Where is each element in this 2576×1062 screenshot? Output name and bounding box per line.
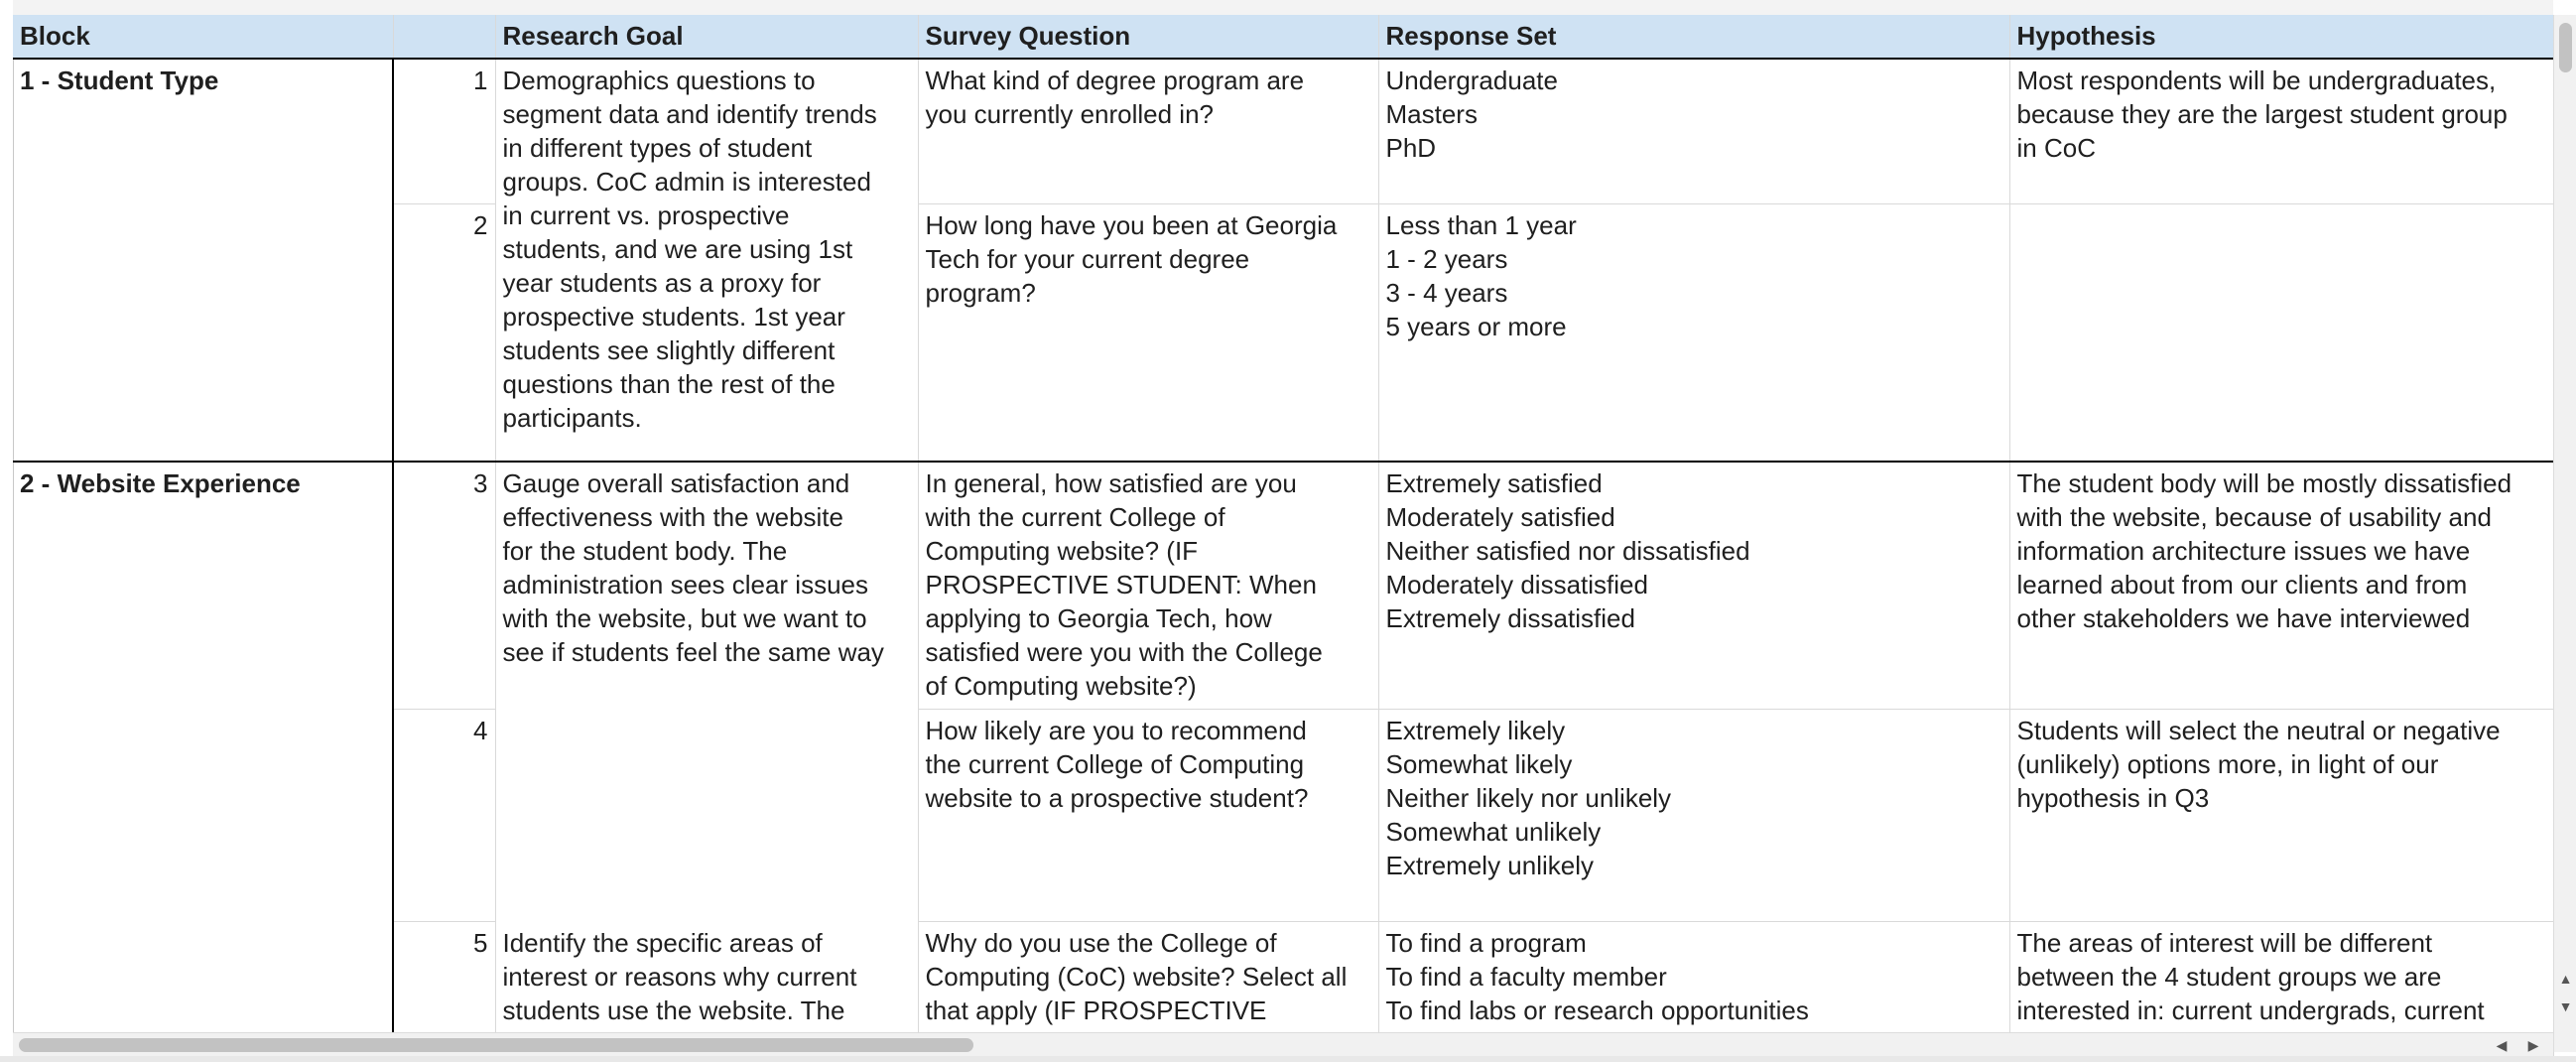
cell-number[interactable]: 2 (393, 203, 495, 462)
scroll-left-icon[interactable]: ◀ (2496, 1037, 2508, 1053)
table-row (13, 710, 2553, 922)
cell-research-goal[interactable]: Demographics questions to segment data and identify trends in different types of student groups. CoC admin is interested in current vs. prospective students, and we are using 1st year students as a proxy for prospective students. 1st year students see slightly different questions than the rest of the participants. (495, 59, 918, 462)
cell-survey-question[interactable]: How long have you been at Georgia Tech for your current degree program? (918, 203, 1378, 462)
cell-research-goal[interactable]: Identify the specific areas of interest or reasons why current students use the website. The (495, 922, 918, 1061)
cell-block[interactable] (13, 203, 393, 462)
cell-research-goal[interactable]: Gauge overall satisfaction and effectiveness with the website for the student body. The administration sees clear issues with the website, but we want to see if students feel the same way (495, 462, 918, 922)
cell-block[interactable]: 1 - Student Type (13, 59, 393, 203)
header-research-goal[interactable]: Research Goal (495, 15, 918, 59)
cell-hypothesis[interactable]: The student body will be mostly dissatisfied with the website, because of usability and information architecture issues we have learned about from our clients and from other stakeholders we have interviewed (2009, 462, 2553, 710)
cell-survey-question[interactable]: Why do you use the College of Computing (CoC) website? Select all that apply (IF PROSPECTIVE (918, 922, 1378, 1061)
header-hypothesis[interactable]: Hypothesis (2009, 15, 2553, 59)
cell-response-set[interactable]: Extremely likely Somewhat likely Neither likely nor unlikely Somewhat unlikely Extremely unlikely (1378, 710, 2009, 922)
header-response-set[interactable]: Response Set (1378, 15, 2009, 59)
table-row (13, 462, 2553, 710)
header-number[interactable] (393, 15, 495, 59)
cell-number[interactable]: 3 (393, 462, 495, 710)
column-header-strip[interactable] (13, 0, 2553, 16)
header-block[interactable]: Block (13, 15, 393, 59)
cell-block[interactable]: 2 - Website Experience (13, 462, 393, 1061)
vertical-scrollbar[interactable] (2553, 15, 2576, 1052)
cell-response-set[interactable]: Less than 1 year 1 - 2 years 3 - 4 years 5 years or more (1378, 203, 2009, 462)
cell-number[interactable]: 1 (393, 59, 495, 203)
table-row (13, 203, 2553, 462)
horizontal-scrollbar[interactable] (13, 1032, 2553, 1057)
cell-survey-question[interactable]: What kind of degree program are you currently enrolled in? (918, 59, 1378, 203)
cell-response-set[interactable]: Extremely satisfied Moderately satisfied Neither satisfied nor dissatisfied Moderately dissatisfied Extremely dissatisfied (1378, 462, 2009, 710)
cell-response-set[interactable]: Undergraduate Masters PhD (1378, 59, 2009, 203)
scroll-right-icon[interactable]: ▶ (2527, 1037, 2539, 1053)
row-header-gutter[interactable] (0, 0, 14, 1062)
survey-table (13, 15, 2554, 1061)
cell-hypothesis[interactable]: Most respondents will be undergraduates, because they are the largest student group in CoC (2009, 59, 2553, 203)
cell-hypothesis[interactable]: The areas of interest will be different between the 4 student groups we are interested in: current undergrads, current (2009, 922, 2553, 1061)
cell-hypothesis[interactable]: Students will select the neutral or negative (unlikely) options more, in light of our hypothesis in Q3 (2009, 710, 2553, 922)
cell-survey-question[interactable]: In general, how satisfied are you with the current College of Computing website? (IF PROSPECTIVE STUDENT: When applying to Georgia Tech, how satisfied were you with the College of Computing website?) (918, 462, 1378, 710)
cell-number[interactable]: 4 (393, 710, 495, 922)
cell-number[interactable]: 5 (393, 922, 495, 1061)
cell-hypothesis[interactable] (2009, 203, 2553, 462)
horizontal-scroll-thumb[interactable] (19, 1038, 973, 1052)
header-row (13, 15, 2553, 59)
table-row (13, 59, 2553, 203)
cell-survey-question[interactable]: How likely are you to recommend the current College of Computing website to a prospective student? (918, 710, 1378, 922)
scroll-down-icon[interactable]: ▼ (2558, 998, 2573, 1014)
vertical-scroll-thumb[interactable] (2559, 23, 2572, 72)
header-survey-question[interactable]: Survey Question (918, 15, 1378, 59)
cell-response-set[interactable]: To find a program To find a faculty member To find labs or research opportunities (1378, 922, 2009, 1061)
scroll-up-icon[interactable]: ▲ (2558, 971, 2573, 987)
status-strip (0, 1056, 2576, 1062)
